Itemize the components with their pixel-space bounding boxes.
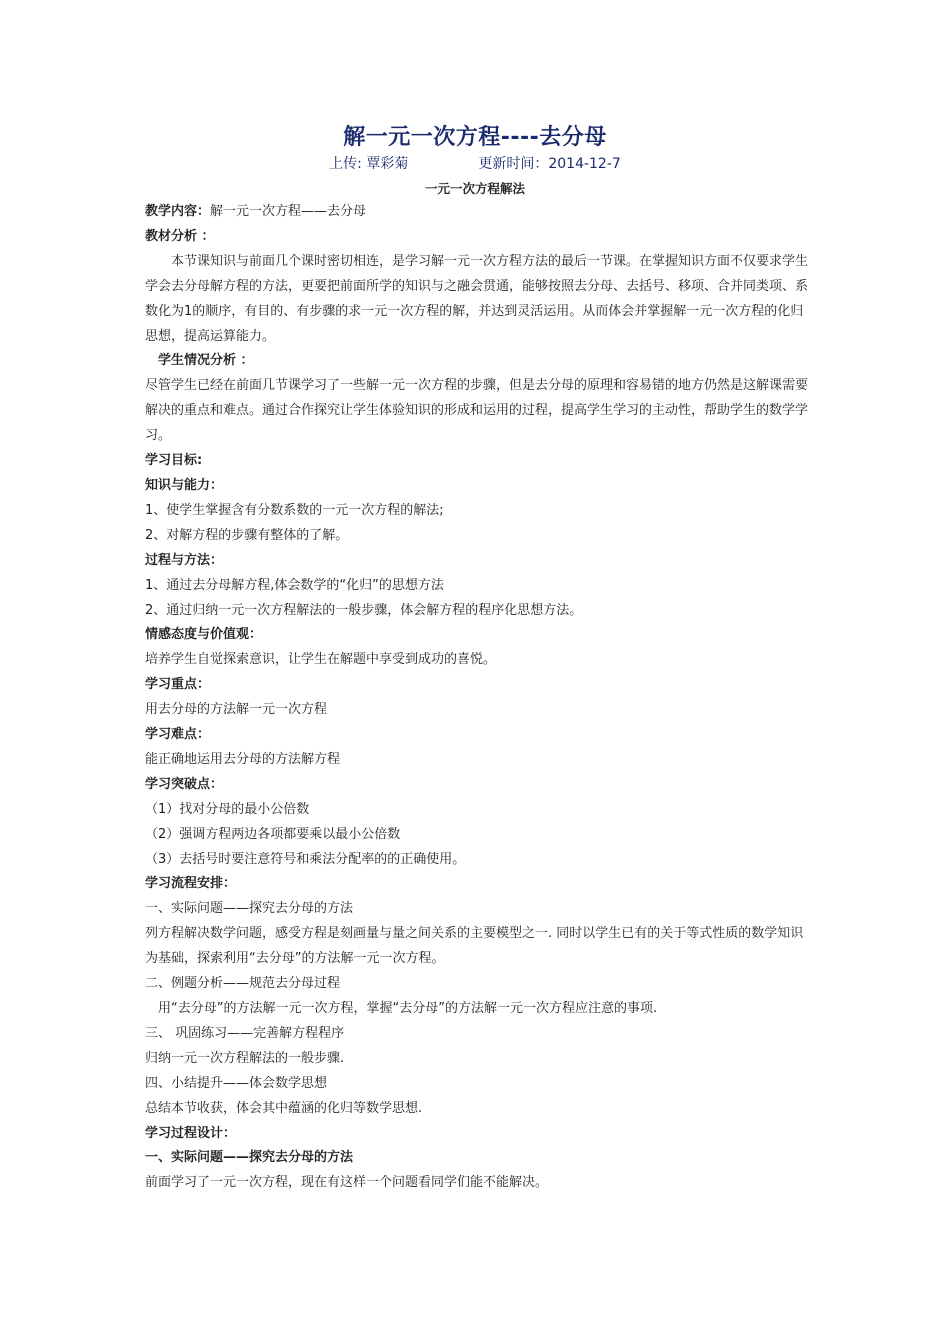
paragraph: 总结本节收获，体会其中蕴涵的化归等数学思想. xyxy=(145,1100,423,1116)
label-value: 解一元一次方程——去分母 xyxy=(210,204,367,219)
section-heading: 情感态度与价值观： xyxy=(145,627,263,643)
paragraph: 一、实际问题——探究去分母的方法 xyxy=(145,901,354,917)
document-meta xyxy=(0,153,950,173)
document-body xyxy=(145,200,810,1196)
paragraph: 能正确地运用去分母的方法解方程 xyxy=(145,751,341,767)
paragraph: 四、小结提升——体会数学思想 xyxy=(145,1075,328,1091)
paragraph: 2、对解方程的步骤有整体的了解。 xyxy=(145,527,349,543)
section-heading: 学习目标: xyxy=(145,453,203,469)
paragraph: 2、通过归纳一元一次方程解法的一般步骤，体会解方程的程序化思想方法。 xyxy=(145,602,583,618)
paragraph: 二、例题分析——规范去分母过程 xyxy=(145,976,341,992)
section-heading: 学习流程安排： xyxy=(145,876,237,892)
paragraph: 前面学习了一元一次方程，现在有这样一个问题看同学们能不能解决。 xyxy=(145,1175,549,1191)
paragraph: 用去分母的方法解一元一次方程 xyxy=(145,702,328,718)
paragraph: 三、 巩固练习——完善解方程程序 xyxy=(145,1025,345,1041)
section-heading: 教材分析 ： xyxy=(145,228,215,244)
update-time: 更新时间：2014-12-7 xyxy=(478,156,621,172)
paragraph: （2）强调方程两边各项都要乘以最小公倍数 xyxy=(145,826,401,842)
document-title: 解一元一次方程----去分母 xyxy=(343,125,607,150)
paragraph: 本节课知识与前面几个课时密切相连，是学习解一元一次方程方法的最后一节课。在掌握知识方面不仅要求学生学会去分母解方程的方法，更要把前面所学的知识与之融会贯通，能够按照去分母、去括号、移项、合并同类项、系数化为1的顺序，有目的、有步骤的求一元一次方程的解，并达到灵活运用。从而体会并掌握解一元一次方程的化归思想，提高运算能力。 xyxy=(145,253,809,344)
paragraph: 培养学生自觉探索意识，让学生在解题中享受到成功的喜悦。 xyxy=(145,652,497,668)
section-heading: 学生情况分析 ： xyxy=(158,353,254,369)
section-heading: 知识与能力： xyxy=(145,477,224,493)
section-heading: 学习重点： xyxy=(145,677,211,693)
section-heading: 学习突破点： xyxy=(145,776,224,792)
section-heading: 过程与方法： xyxy=(145,552,224,568)
paragraph: 尽管学生已经在前面几节课学习了一些解一元一次方程的步骤，但是去分母的原理和容易错的地方仍然是这解课需要解决的重点和难点。通过合作探究让学生体验知识的形成和运用的过程，提高学生学习的主动性，帮助学生的数学学习。 xyxy=(145,378,809,444)
uploader-label: 上传: 覃彩菊 xyxy=(329,156,409,172)
paragraph: （1）找对分母的最小公倍数 xyxy=(145,801,310,817)
paragraph: 用“去分母”的方法解一元一次方程，掌握“去分母”的方法解一元一次方程应注意的事项. xyxy=(158,1001,658,1016)
paragraph: 列方程解决数学问题，感受方程是刻画量与量之间关系的主要模型之一. 同时以学生已有的关于等式性质的数学知识为基础，探索利用“去分母”的方法解一元一次方程。 xyxy=(145,926,804,967)
label-prefix: 教学内容： xyxy=(145,204,211,219)
paragraph: （3）去括号时要注意符号和乘法分配率的的正确使用。 xyxy=(145,851,466,867)
section-heading: 一、实际问题——探究去分母的方法 xyxy=(145,1150,354,1166)
paragraph: 1、通过去分母解方程,体会数学的“化归”的思想方法 xyxy=(145,577,444,593)
paragraph: 归纳一元一次方程解法的一般步骤. xyxy=(145,1050,345,1066)
section-heading: 学习难点： xyxy=(145,727,211,743)
document-subtitle: 一元一次方程解法 xyxy=(424,181,525,196)
section-heading: 学习过程设计： xyxy=(145,1125,237,1141)
paragraph: 1、使学生掌握含有分数系数的一元一次方程的解法; xyxy=(145,502,444,518)
paragraph xyxy=(145,200,810,225)
